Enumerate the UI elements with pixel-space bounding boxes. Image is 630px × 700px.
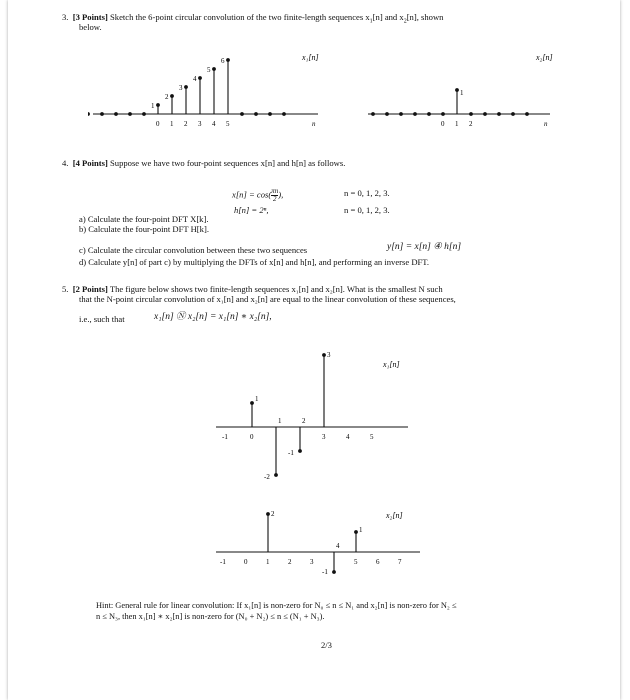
q5f2-tick: 4 xyxy=(336,542,340,550)
q3x2-zero-dot xyxy=(483,112,487,116)
q3-number: 3. xyxy=(62,12,69,22)
q5-number: 5. xyxy=(62,284,69,294)
q5f1-label: x₁[n] xyxy=(383,360,400,369)
q5f1-tick: 5 xyxy=(370,433,374,441)
q4-eq1 xyxy=(232,188,283,203)
q4-eq1-lhs: x[n] = cos( xyxy=(232,189,272,200)
q5f2-tick: 3 xyxy=(310,558,314,566)
q3-x1-label: x₁[n] xyxy=(302,53,319,62)
q5f2-stem-tick: 5 xyxy=(354,558,358,566)
x2-stems xyxy=(371,88,529,128)
q5-figure-2 xyxy=(198,500,438,595)
q3x2-zero-dot xyxy=(441,112,445,116)
q4-eq2: h[n] = 2ⁿ, xyxy=(234,205,269,215)
q5f1-tick: -1 xyxy=(222,433,228,441)
q5f1-stems xyxy=(222,351,374,481)
q3x2-zero-dot xyxy=(399,112,403,116)
q5f1-stem-value: -2 xyxy=(264,473,270,481)
q3x1-zero-dot xyxy=(128,112,132,116)
q5-figure-1 xyxy=(198,345,438,495)
q3x1-zero-dot xyxy=(268,112,272,116)
q5f2-stem-dot xyxy=(266,512,270,516)
q3x1-stem-dot xyxy=(198,76,202,80)
q3x2-tick: 2 xyxy=(469,120,473,128)
q5f2-tick: 2 xyxy=(288,558,292,566)
q3x1-zero-dot xyxy=(100,112,104,116)
q5f2-stem-tick: 1 xyxy=(266,558,270,566)
q3x1-zero-dot xyxy=(114,112,118,116)
hint-line-1: Hint: General rule for linear convolution: If x₁[n] is non-zero for N₀ ≤ n ≤ N₁ and x₂[n] is non-zero for N₂ ≤ xyxy=(96,601,457,610)
q5f1-stem-value: -1 xyxy=(288,449,294,457)
q4-points: [4 Points] xyxy=(72,158,108,168)
q5f1-stem-tick: 0 xyxy=(250,433,254,441)
q3x1-stem-tick: 0 xyxy=(156,120,160,128)
q3x1-zero-dot xyxy=(88,112,90,116)
q3x1-stem-value: 1 xyxy=(151,102,155,110)
q5f1-tick: 1 xyxy=(278,417,282,425)
q5f1-stem-dot xyxy=(274,473,278,477)
q3x2-zero-dot xyxy=(525,112,529,116)
q5f2-tick: 0 xyxy=(244,558,248,566)
q3x1-stem-tick: 2 xyxy=(184,120,188,128)
q3x2-zero-dot xyxy=(427,112,431,116)
q3x1-stem-tick: 1 xyxy=(170,120,174,128)
q3x1-stem-tick: 5 xyxy=(226,120,230,128)
q5-points: [2 Points] xyxy=(72,284,108,294)
q5f2-stem-value: -1 xyxy=(322,568,328,576)
document-page xyxy=(8,0,620,700)
q4-eq1-range: n = 0, 1, 2, 3. xyxy=(344,188,390,198)
x1-stems xyxy=(88,57,286,128)
q5f2-tick: 6 xyxy=(376,558,380,566)
q5-line-2: that the N-point circular convolution of x₁[n] and x₂[n] are equal to the linear convolution of these sequences, xyxy=(79,294,456,304)
q4-eq1-frac-top: πn xyxy=(271,187,279,195)
q4-part-c: c) Calculate the circular convolution between these two sequences xyxy=(79,245,308,255)
q5f2-tick: 7 xyxy=(398,558,402,566)
q4-eq1-frac-bot: 2 xyxy=(272,195,277,203)
q3x1-stem-value: 4 xyxy=(193,75,197,83)
q5f2-stems xyxy=(220,510,402,576)
q5f2-stem-value: 2 xyxy=(271,510,275,518)
q3x2-zero-dot xyxy=(371,112,375,116)
q3x1-stem-dot xyxy=(156,103,160,107)
q4-part-c-eq: y[n] = x[n] ④ h[n] xyxy=(387,242,462,252)
q5f1-stem-value: 1 xyxy=(255,395,259,403)
q3x1-zero-dot xyxy=(240,112,244,116)
q3-continuation: below. xyxy=(79,22,102,32)
q4-text: Suppose we have two four-point sequences x[n] and h[n] as follows. xyxy=(110,158,346,168)
q3-x1-axis-n: n xyxy=(312,120,316,128)
q3x2-zero-dot xyxy=(385,112,389,116)
q3x1-stem-dot xyxy=(170,94,174,98)
q5-text-1: The figure below shows two finite-length sequences x₁[n] and x₂[n]. What is the smallest N such xyxy=(109,284,443,294)
q3-x2-label: x₂[n] xyxy=(536,53,553,62)
q5f1-stem-dot xyxy=(322,353,326,357)
q3-figure xyxy=(88,50,558,135)
q3x2-zero-dot xyxy=(497,112,501,116)
q5f1-stem-dot xyxy=(298,449,302,453)
q3x1-stem-dot xyxy=(226,58,230,62)
q3x1-zero-dot xyxy=(142,112,146,116)
q5f1-tick: 2 xyxy=(302,417,306,425)
q5f2-tick: -1 xyxy=(220,558,226,566)
q3x1-stem-value: 6 xyxy=(221,57,225,65)
q3x2-stem-dot xyxy=(455,88,459,92)
q3x1-zero-dot xyxy=(254,112,258,116)
q5-eq: x₁[n] Ⓝ x₂[n] = x₁[n] ∗ x₂[n], xyxy=(154,312,272,322)
q3x1-stem-value: 2 xyxy=(165,93,169,101)
q4-eq1-end: ), xyxy=(278,189,284,200)
q3x1-stem-value: 3 xyxy=(179,84,183,92)
q3-points: [3 Points] xyxy=(72,12,108,22)
q5f1-stem-dot xyxy=(250,401,254,405)
q3x1-zero-dot xyxy=(282,112,286,116)
q3x2-tick: 0 xyxy=(441,120,445,128)
q5f2-stem-dot xyxy=(354,530,358,534)
q4-line xyxy=(62,158,345,168)
q4-number: 4. xyxy=(62,158,69,168)
page-number: 2/3 xyxy=(321,640,332,650)
q3-x2-axis-n: n xyxy=(544,120,548,128)
q3x2-stem-tick: 1 xyxy=(455,120,459,128)
q4-part-b: b) Calculate the four-point DFT H[k]. xyxy=(79,224,209,234)
q3x1-stem-dot xyxy=(212,67,216,71)
q5-line-1 xyxy=(62,284,443,294)
q3x1-stem-tick: 3 xyxy=(198,120,202,128)
q5f1-stem-value: 3 xyxy=(327,351,331,359)
q4-eq2-range: n = 0, 1, 2, 3. xyxy=(344,205,390,215)
q5f1-stem-tick: 3 xyxy=(322,433,326,441)
q4-part-d: d) Calculate y[n] of part c) by multiplying the DFTs of x[n] and h[n], and performing an inverse DFT. xyxy=(79,257,430,267)
q5f2-stem-dot xyxy=(332,570,336,574)
hint-line-2: n ≤ N₃, then x₁[n] ∗ x₂[n] is non-zero for (N₀ + N₂) ≤ n ≤ (N₁ + N₃). xyxy=(96,612,325,621)
q3x1-stem-tick: 4 xyxy=(212,120,216,128)
q3x2-zero-dot xyxy=(469,112,473,116)
q5-line-3: i.e., such that xyxy=(79,314,125,324)
q4-part-a: a) Calculate the four-point DFT X[k]. xyxy=(79,214,209,224)
q3x1-stem-dot xyxy=(184,85,188,89)
q5f2-stem-value: 1 xyxy=(359,526,363,534)
q3x2-stem-value: 1 xyxy=(460,89,464,97)
q3-line: 3. [3 Points] Sketch the 6-point circular convolution of the two finite-length sequences $x_1[n]$ and $x_2[n]$, shown xyxy=(62,12,444,25)
q5f2-label: x₂[n] xyxy=(386,511,403,520)
q3x2-zero-dot xyxy=(413,112,417,116)
q3x2-zero-dot xyxy=(511,112,515,116)
q3-text-1: Sketch the 6-point circular convolution of the two finite-length sequences x xyxy=(110,12,370,22)
q3-text-2: [n] and x xyxy=(372,12,404,22)
q3-text-3: [n], shown xyxy=(406,12,444,22)
q3x1-stem-value: 5 xyxy=(207,66,211,74)
q5f1-tick: 4 xyxy=(346,433,350,441)
